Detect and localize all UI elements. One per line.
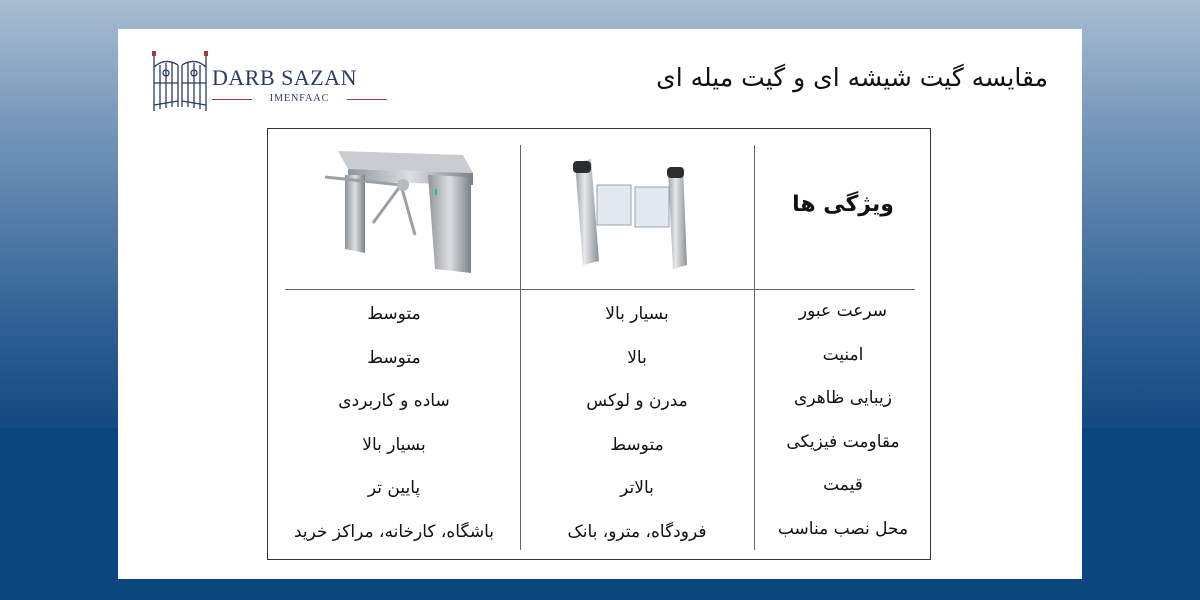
- feature-label: امنیت: [822, 344, 864, 365]
- rod-gate-value: متوسط: [367, 304, 421, 324]
- rod-gate-value: بسیار بالا: [362, 434, 426, 455]
- rod-gate-column: [268, 304, 520, 566]
- rod-gate-value: متوسط: [367, 347, 421, 368]
- rod-gate-value: ساده و کاربردی: [338, 391, 450, 412]
- rod-gate-value: باشگاه، کارخانه، مراکز خرید: [293, 521, 495, 542]
- feature-label: زیبایی ظاهری: [794, 388, 892, 409]
- feature-label: مقاومت فیزیکی: [786, 431, 900, 452]
- glass-gate-value: بالاتر: [620, 478, 654, 499]
- feature-label: سرعت عبور: [798, 301, 888, 321]
- glass-swing-gate-image: [563, 153, 703, 273]
- feature-label: محل نصب مناسب: [777, 518, 909, 539]
- page-title: مقایسه گیت شیشه ای و گیت میله ای: [656, 63, 1048, 92]
- features-header: ویژگی ها: [792, 192, 894, 217]
- brand-subtitle: IMENFAAC: [212, 93, 387, 104]
- glass-gate-value: بالا: [627, 347, 647, 368]
- tripod-turnstile-image: [323, 145, 483, 281]
- glass-gate-value: متوسط: [610, 434, 664, 455]
- content-panel: [118, 29, 1082, 579]
- brand-name: DARB SAZAN: [212, 65, 357, 90]
- glass-gate-value: بسیار بالا: [605, 304, 669, 324]
- comparison-table: [267, 128, 931, 560]
- glass-gate-value: فرودگاه، مترو، بانک: [567, 521, 707, 542]
- header-divider: [285, 289, 915, 290]
- gate-logo-icon: [150, 43, 210, 115]
- glass-gate-column: [520, 304, 754, 566]
- feature-label: قیمت: [823, 475, 863, 496]
- glass-gate-value: مدرن و لوکس: [586, 391, 688, 412]
- brand-logo: [150, 43, 360, 113]
- rod-gate-value: پایین تر: [367, 478, 421, 499]
- features-column: [755, 301, 931, 563]
